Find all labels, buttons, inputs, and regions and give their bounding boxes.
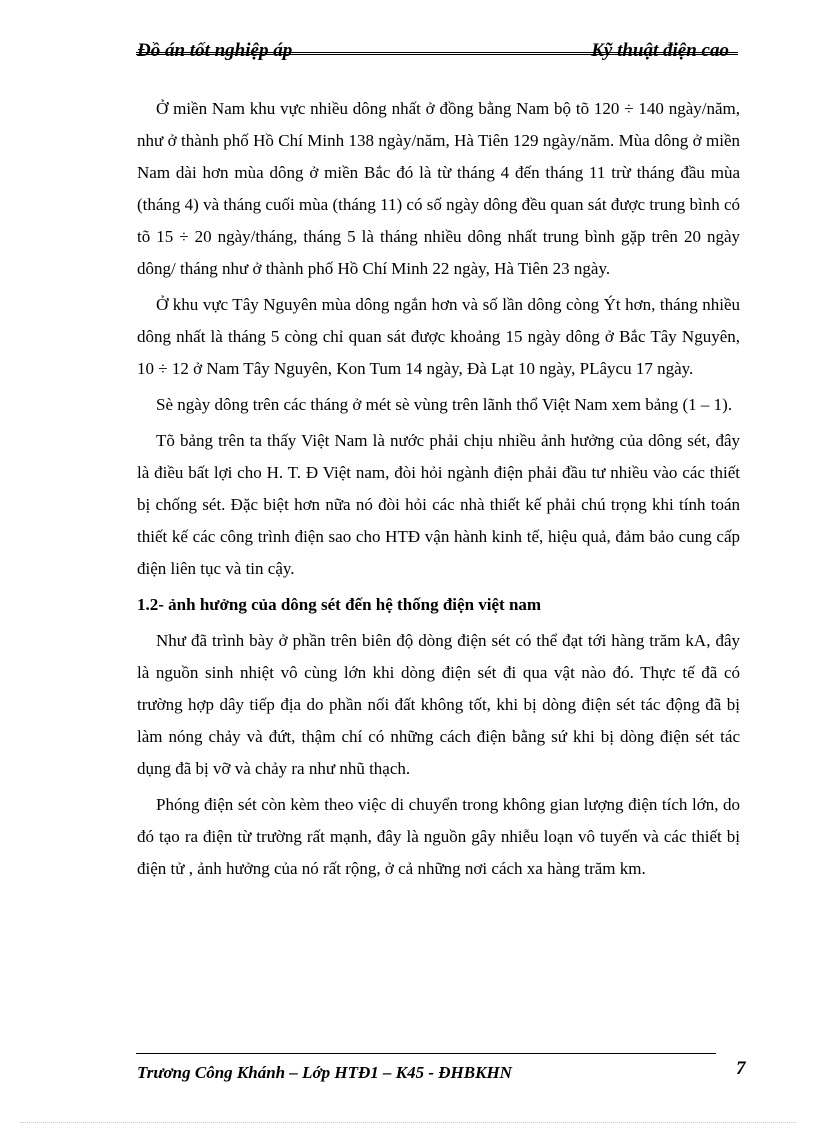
section-heading: 1.2- ảnh hưởng của dông sét đến hệ thống điện việt nam (137, 595, 542, 614)
page-header (137, 38, 737, 90)
paragraph-conclusion: Tõ bảng trên ta thấy Việt Nam là nước phải chịu nhiều ảnh hưởng của dông sét, đây là điều bất lợi cho H. T. Đ Việt nam, đòi hỏi ngành điện phải đầu tư nhiều vào các thiết bị chống sét. Đặc biệt hơn nữa nó đòi hỏi các nhà thiết kế phải chú trọng khi tính toán thiết kế các công trình điện sao cho HTĐ vận hành kinh tế, hiệu quả, đảm bảo cung cấp điện liên tục và tin cậy. (137, 431, 740, 578)
header-subject-title: Kỹ thuật điện cao (591, 40, 729, 61)
paragraph-electromagnetic-effects: Phóng điện sét còn kèm theo việc di chuyển trong không gian lượng điện tích lớn, do đó tạo ra điện từ trường rất mạnh, đây là nguồn gây nhiễu loạn vô tuyến và các thiết bị điện tử , ảnh hưởng của nó rất rộng, ở cả những nơi cách xa hàng trăm km. (137, 795, 740, 878)
header-divider (136, 52, 738, 55)
footer-author-line: Trương Công Khánh – Lớp HTĐ1 – K45 - ĐHBKHN (137, 1063, 512, 1082)
page-content (137, 93, 740, 885)
header-document-title: Đồ án tốt nghiệp áp (137, 40, 293, 61)
footer-divider (136, 1053, 716, 1054)
paragraph-thermal-effects: Như đã trình bày ở phần trên biên độ dòng điện sét có thể đạt tới hàng trăm kA, đây là nguồn sinh nhiệt vô cùng lớn khi dòng điện sét đi qua vật nào đó. Thực tế đã có trường hợp dây tiếp địa do phần nối đất không tốt, khi bị dòng điện sét tác động đã bị làm nóng chảy và đứt, thậm chí có những cách điện bằng sứ khi bị dòng điện sét tác dụng đã bị vỡ và chảy ra như nhũ thạch. (137, 631, 740, 778)
page-number: 7 (736, 1058, 746, 1079)
paragraph-central-highlands: Ở khu vực Tây Nguyên mùa dông ngắn hơn và số lần dông còng Ýt hơn, tháng nhiều dông nhất là tháng 5 còng chỉ quan sát được khoảng 15 ngày dông ở Bắc Tây Nguyên, 10 ÷ 12 ở Nam Tây Nguyên, Kon Tum 14 ngày, Đà Lạt 10 ngày, PLâycu 17 ngày. (137, 295, 740, 378)
paragraph-table-reference: Sè ngày dông trên các tháng ở mét sè vùng trên lãnh thổ Việt Nam xem bảng (1 – 1). (156, 395, 733, 414)
paragraph-southern-region: Ở miền Nam khu vực nhiều dông nhất ở đồng bằng Nam bộ tõ 120 ÷ 140 ngày/năm, như ở thành phố Hồ Chí Minh 138 ngày/năm, Hà Tiên 129 ngày/năm. Mùa dông ở miền Nam dài hơn mùa dông ở miền Bắc đó là từ tháng 4 đến tháng 11 trừ tháng đầu mùa (tháng 4) và tháng cuối mùa (tháng 11) có số ngày dông đều quan sát được trung bình có tõ 15 ÷ 20 ngày/tháng, tháng 5 là tháng nhiều dông nhất trung bình gặp trên 20 ngày dông/ tháng như ở thành phố Hồ Chí Minh 22 ngày, Hà Tiên 23 ngày. (137, 99, 740, 278)
